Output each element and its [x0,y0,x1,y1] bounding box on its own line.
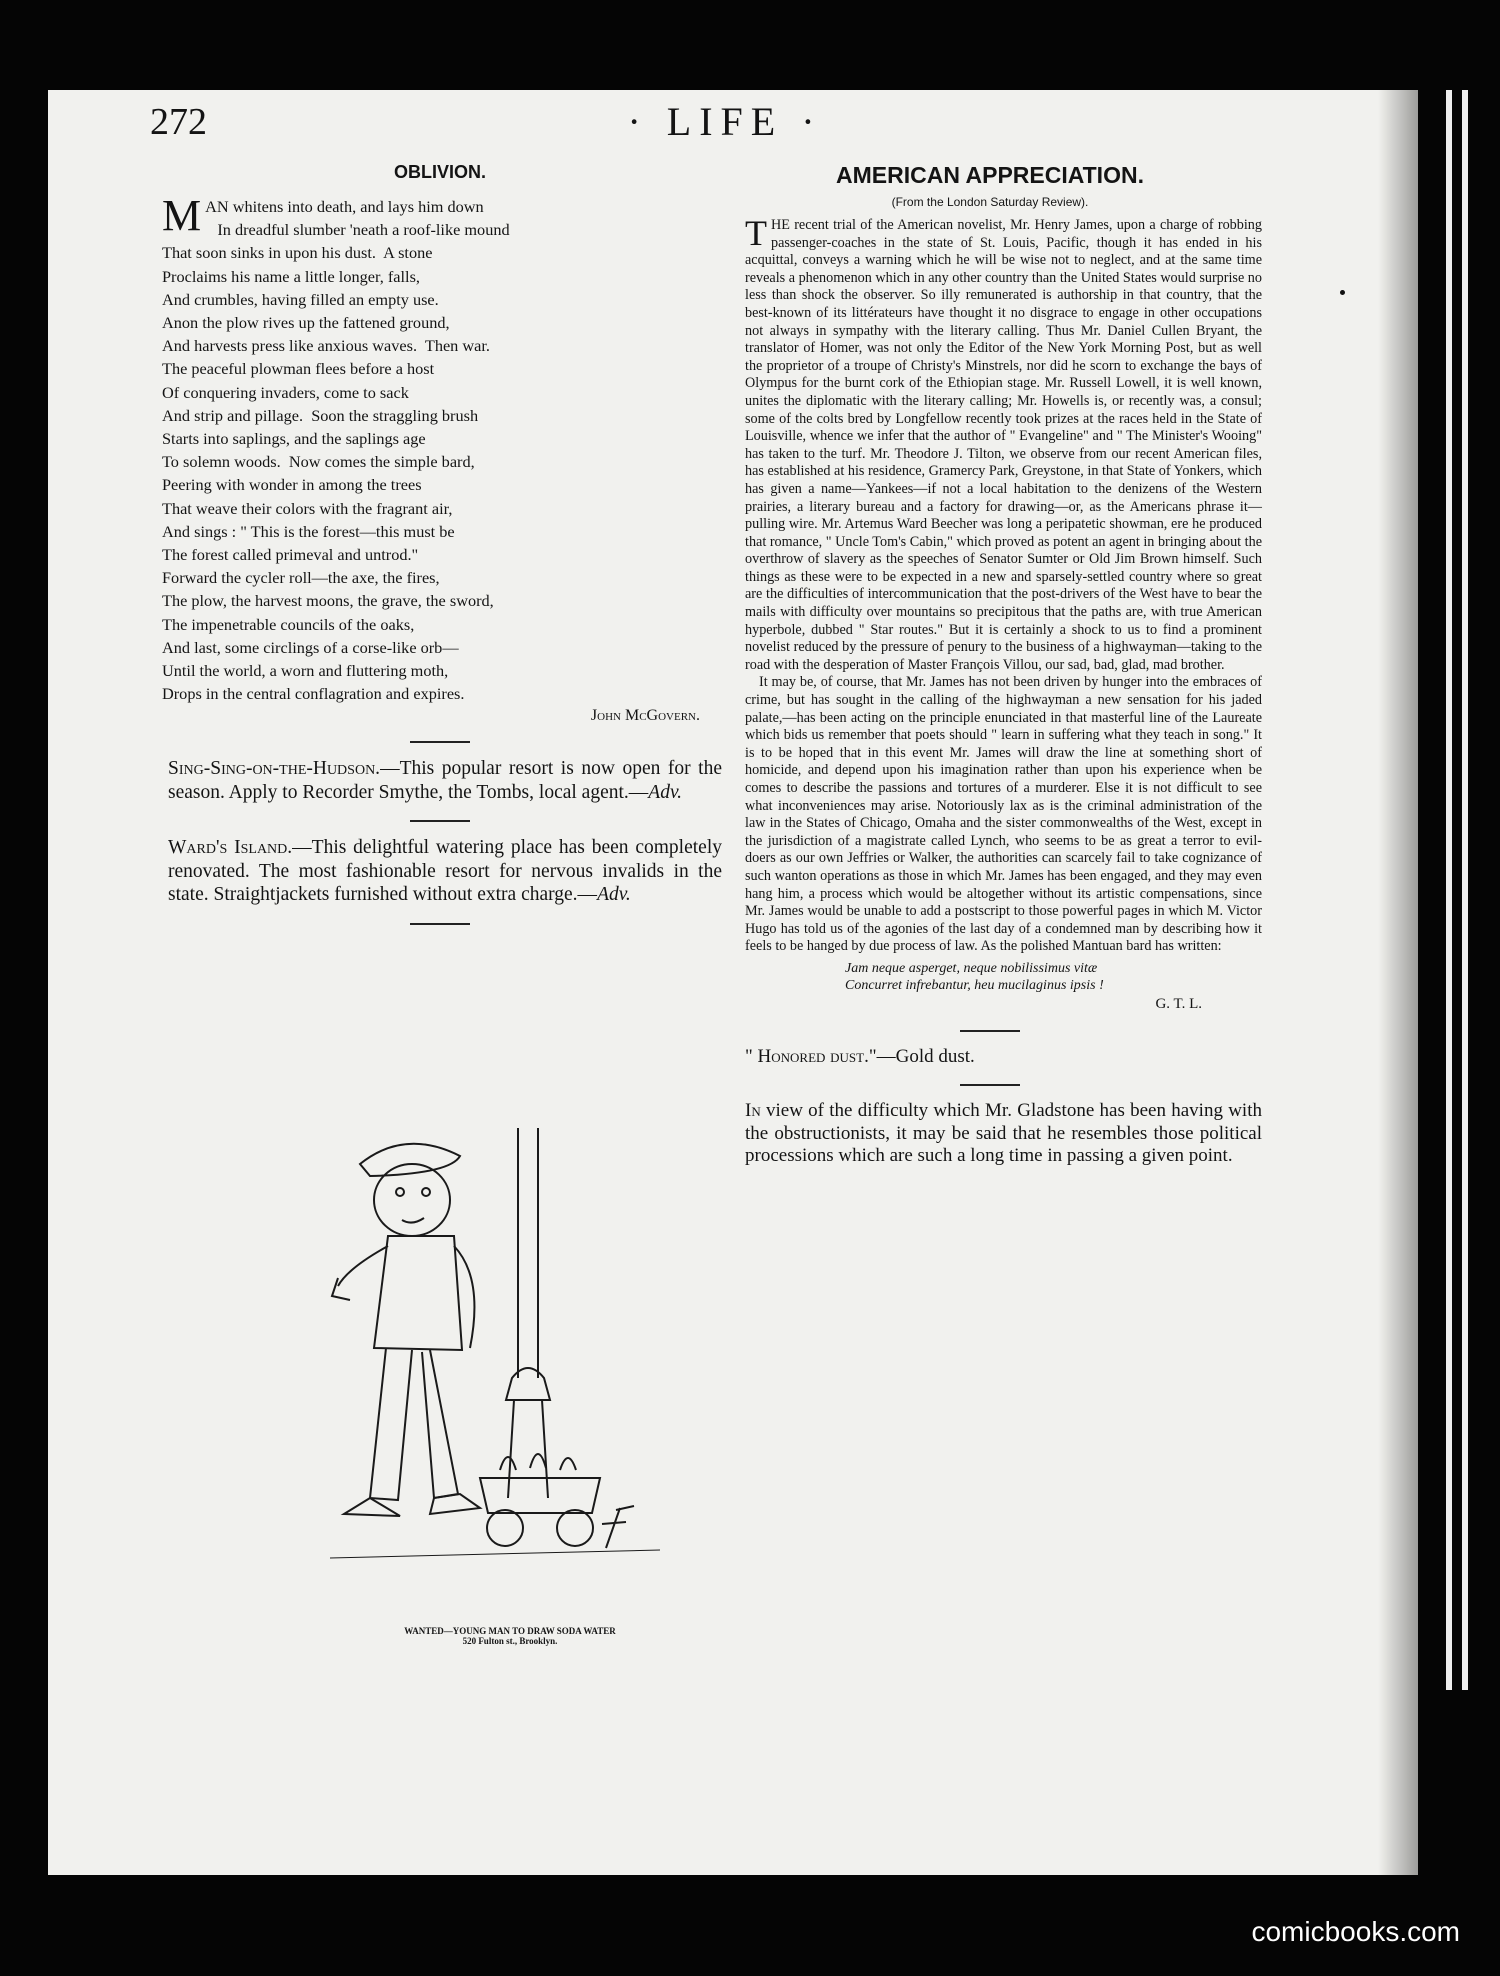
quote-line: Concurret infrebantur, heu mucilaginus ipsis ! [845,977,1104,993]
caption-line: WANTED—YOUNG MAN TO DRAW SODA WATER [404,1626,616,1636]
page-number: 272 [150,101,207,143]
drop-cap: T [745,213,767,253]
paragraph-text: HE recent trial of the American novelist, Mr. Henry James, upon a charge of robbing passenger-coaches in the state of St. Louis, Pacific, though it has ended in his acquittal, conveys a warning which he will be wise not to neglect, and at the same time reveals a phenomenon which in any other country than the United States would surprise no less than shock the observer. So illy remunerated is authorship in that country, that the best-known of its littérateurs have thought it no disgrace to engage in other occupations not always in sympathy with the literary calling. Thus Mr. Daniel Cullen Bryant, the translator of Homer, was not only the Editor of the New York Morning Post, but as well the proprietor of a troupe of Christy's Minstrels, nor did he scorn to exchange the bays of Olympus for the burnt cork of the Ethiopian stage. Mr. Russell Lowell, it is well known, unites the diplomatic with the literary calling; Mr. Howells is, or recently was, a consul; some of the colts bred by Longfellow recently took prizes at the races held in the State of Louisville, whence we infer that the author of " Evangeline" and " The Minister's Wooing" has taken to the turf. Mr. Theodore J. Tilton, we observe from our recent American files, has established at his residence, Gramercy Park, Greystone, in that State of Yonkers, which has given a name—Yankees—if not a local habitation to the denizens of the Western prairies, a literary bureau and a factory for drawing—or, as the Americans phrase it—pulling wire. Mr. Artemus Ward Beecher was long a peripatetic showman, ere he produced that romance, " Uncle Tom's Cabin," which proved as potent an agent in bringing about the overthrow of slavery as the speeches of Senator Sumter or Old Jim Brown himself. Such things as these were to be expected in a new and sparsely-settled country where so great are the difficulties of intercommunication that the post-drivers of the West have to bear the mails with difficulty over mountains so precipitous that the paths are, with true American hyperbole, dubbed " Star routes." But it is certainly a shock to us to find a prominent novelist reduced by the pressure of penury to the business of a highwayman—taking to the road with the desperation of Master François Villou, our sad, bad, glad, mad brother. [745,217,1262,673]
poem-line: And harvests press like anxious waves. Then war. [162,336,490,356]
poem-line: The plow, the harvest moons, the grave, the sword, [162,591,494,611]
article-title: AMERICAN APPRECIATION. [836,162,1144,188]
left-column [150,162,730,939]
poem-line: Peering with wonder in among the trees [162,475,422,495]
next-page-edge [1446,90,1452,1690]
brief-lead: " Honored dust." [745,1045,877,1067]
poem-line: Drops in the central conflagration and expires. [162,684,465,704]
divider [960,1030,1020,1032]
quote-line: Jam neque asperget, neque nobilissimus vitæ [845,960,1098,976]
drop-cap: M [162,191,202,240]
poem-line: Proclaims his name a little longer, falls, [162,266,420,286]
poem-line: And sings : " This is the forest—this must be [162,521,455,541]
article-source: (From the London Saturday Review). [891,195,1089,209]
divider [410,820,470,822]
brief-body: —Gold dust. [876,1045,975,1067]
poem-line: The impenetrable councils of the oaks, [162,614,415,634]
brief-body: view of the difficulty which Mr. Gladstone has been having with the obstructionists, it may be said that he resembles those political processions which are such a long time in passing a given point. [745,1100,1262,1167]
next-page-edge [1462,90,1468,1690]
cartoon-illustration [330,1118,660,1618]
poem-line: Of conquering invaders, come to sack [162,382,409,402]
site-watermark: comicbooks.com [1251,1916,1460,1947]
advert-tag: Adv. [597,884,631,906]
poem-line: The forest called primeval and untrod." [162,545,419,565]
poem-line: Until the world, a worn and fluttering moth, [162,661,449,681]
advert-sing-sing [168,757,722,804]
divider [410,923,470,925]
poem-author: John McGovern. [590,707,700,725]
advert-lead: Sing-Sing-on-the-Hudson. [168,758,381,780]
brief-honored-dust [745,1046,1262,1069]
advert-body: —This delightful watering place has been completely renovated. The most fashionable resort for nervous invalids in the state. Straightjackets furnished without extra charge.— [168,837,722,906]
poem-title: OBLIVION. [393,162,486,182]
caption-line: 520 Fulton st., Brooklyn. [462,1636,558,1646]
divider [960,1084,1020,1086]
page-edge-shadow [1378,90,1418,1875]
cartoon-caption [370,1626,650,1646]
poem-line: To solemn woods. Now comes the simple bard, [162,452,475,472]
divider [410,741,470,743]
poem-line: AN whitens into death, and lays him down [205,197,484,216]
article-paragraph [745,213,1262,674]
masthead: · LIFE · [627,99,823,144]
poem-line: Anon the plow rives up the fattened ground, [162,313,450,333]
advert-lead: Ward's Island. [168,837,293,859]
article-body [745,213,1262,1014]
latin-quote [845,960,1262,994]
brief-lead: In [745,1100,761,1122]
advert-tag: Adv. [648,781,683,803]
poem-line: That soon sinks in upon his dust. A stone [162,243,433,263]
poem-line: Starts into saplings, and the saplings age [162,429,426,449]
poem-line: The peaceful plowman flees before a host [162,359,435,379]
advert-wards-island [168,836,722,907]
poem-line: In dreadful slumber 'neath a roof-like mound [205,220,510,240]
ink-speck [1340,290,1345,295]
poem-line: Forward the cycler roll—the axe, the fires, [162,568,440,588]
poem-line: And strip and pillage. Soon the straggling brush [162,405,479,425]
poem-line: That weave their colors with the fragrant air, [162,498,453,518]
poem-line: And crumbles, having filled an empty use. [162,289,439,309]
article-paragraph: It may be, of course, that Mr. James has not been driven by hunger into the embraces of crime, but has sought in the calling of the highwayman a new sensation for his jaded palate,—has been acting on the principle enunciated in that masterful line of the Laureate which bids us remember that poets should " learn in suffering what they teach in song." It is to be hoped that in this event Mr. James will draw the line at something short of homicide, and depend upon his imagination rather than upon his experience when be comes to describe the passions and tortures of a murderer. Else it is not difficult to see what inconveniences may arise. Notoriously lax as is the criminal administration of the law in the States of Chicago, Omaha and the sister commonwealths of the West, except in the jurisdiction of a magistrate called Lynch, who seems to be as great a terror to evil-doers as our own Jeffries or Walker, the authorities can scarcely fail to take cognizance of such wanton operations as those in which Mr. James has been engaged, and they may even hang him, a process which would be altogether without its artistic compensations, since Mr. James would be unable to add a postscript to those powerful pages in which M. Victor Hugo has told us of the agonies of the last day of a condemned man by describing how it feels to be hanged by due process of law. As the polished Mantuan bard has written: [745,674,1262,955]
poem [162,191,730,705]
article-signature: G. T. L. [1155,995,1202,1012]
right-column [700,162,1280,1168]
brief-gladstone [745,1100,1262,1168]
advert-body: —This popular resort is now open for the season. Apply to Recorder Smythe, the Tombs, local agent.— [168,758,722,803]
poem-line: And last, some circlings of a corse-like orb— [162,637,459,657]
